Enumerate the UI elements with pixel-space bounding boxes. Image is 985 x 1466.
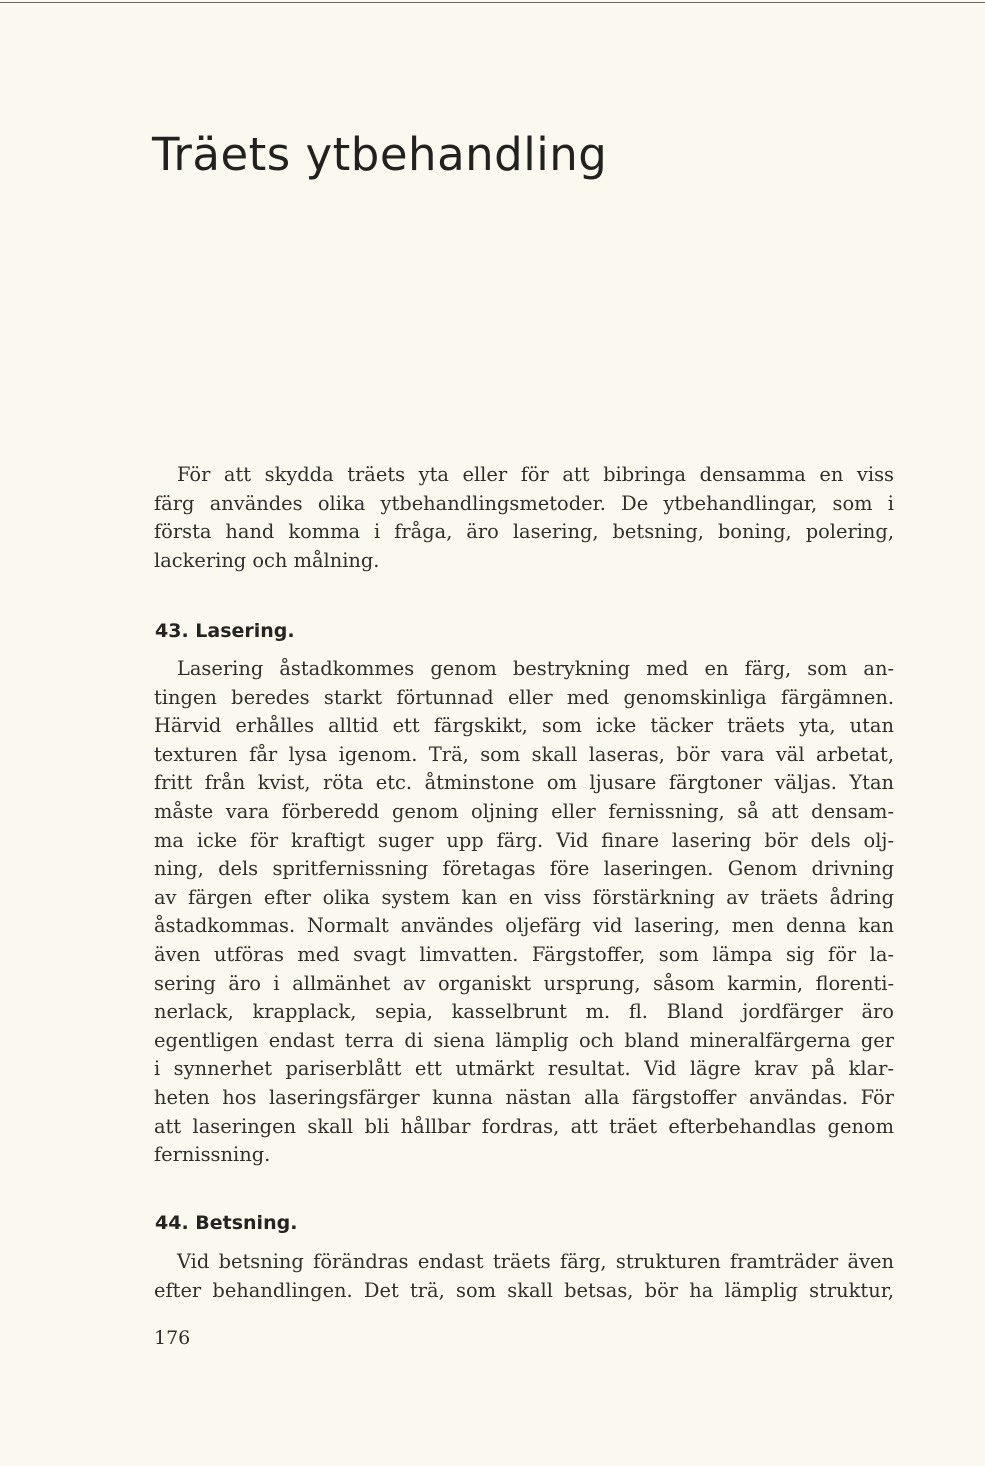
text-line: tingen beredes starkt förtunnad eller med genomskinliga färgämnen. (154, 685, 894, 709)
text-line: texturen får lysa igenom. Trä, som skall laseras, bör vara väl arbetat, (154, 742, 894, 766)
intro-paragraph (154, 461, 894, 575)
text-line: även utföras med svagt limvatten. Färgstoffer, som lämpa sig för la- (154, 942, 894, 966)
text-line: Vid betsning förändras endast träets färg, strukturen framträder även (177, 1250, 894, 1273)
text-line: nerlack, krapplack, sepia, kasselbrunt m. fl. Bland jordfärger äro (154, 1000, 894, 1024)
text-line: fritt från kvist, röta etc. åtminstone om ljusare färgtoner väljas. Ytan (154, 771, 894, 795)
page-number: 176 (154, 1327, 191, 1349)
text-line: första hand komma i fråga, äro lasering, betsning, boning, polering, (154, 520, 894, 544)
text-line: egentligen endast terra di siena lämplig och bland mineralfärgerna ger (154, 1028, 894, 1052)
text-line: Lasering åstadkommes genom bestrykning med en färg, som an- (177, 657, 894, 680)
text-line: fernissning. (154, 1143, 271, 1167)
text-line: måste vara förberedd genom oljning eller fernissning, så att densam- (154, 799, 894, 823)
text-line: ning, dels spritfernissning företagas före laseringen. Genom drivning (154, 857, 894, 881)
top-edge-rule (0, 2, 985, 3)
section-heading-lasering: 43. Lasering. (155, 620, 295, 642)
text-line: lackering och målning. (154, 548, 380, 572)
text-line: ma icke för kraftigt suger upp färg. Vid finare lasering bör dels olj- (154, 828, 894, 852)
text-line: i synnerhet pariserblått ett utmärkt resultat. Vid lägre krav på klar- (154, 1057, 894, 1081)
text-line: efter behandlingen. Det trä, som skall betsas, bör ha lämplig struktur, (154, 1278, 894, 1302)
text-line: sering äro i allmänhet av organiskt ursprung, såsom karmin, florenti- (154, 971, 894, 995)
text-line: Härvid erhålles alltid ett färgskikt, som icke täcker träets yta, utan (154, 714, 894, 738)
page-title: Träets ytbehandling (152, 128, 608, 181)
text-line: åstadkommas. Normalt användes oljefärg vid lasering, men denna kan (154, 914, 894, 938)
text-line: färg användes olika ytbehandlingsmetoder. De ytbehandlingar, som i (154, 491, 894, 515)
text-line: av färgen efter olika system kan en viss förstärkning av träets ådring (154, 885, 894, 909)
text-line: För att skydda träets yta eller för att bibringa densamma en viss (177, 463, 894, 486)
betsning-paragraph (154, 1248, 894, 1305)
section-heading-betsning: 44. Betsning. (155, 1212, 298, 1234)
lasering-paragraph (154, 655, 894, 1170)
text-line: att laseringen skall bli hållbar fordras, att träet efterbehandlas genom (154, 1114, 894, 1138)
text-line: heten hos laseringsfärger kunna nästan alla färgstoffer användas. För (154, 1085, 894, 1109)
